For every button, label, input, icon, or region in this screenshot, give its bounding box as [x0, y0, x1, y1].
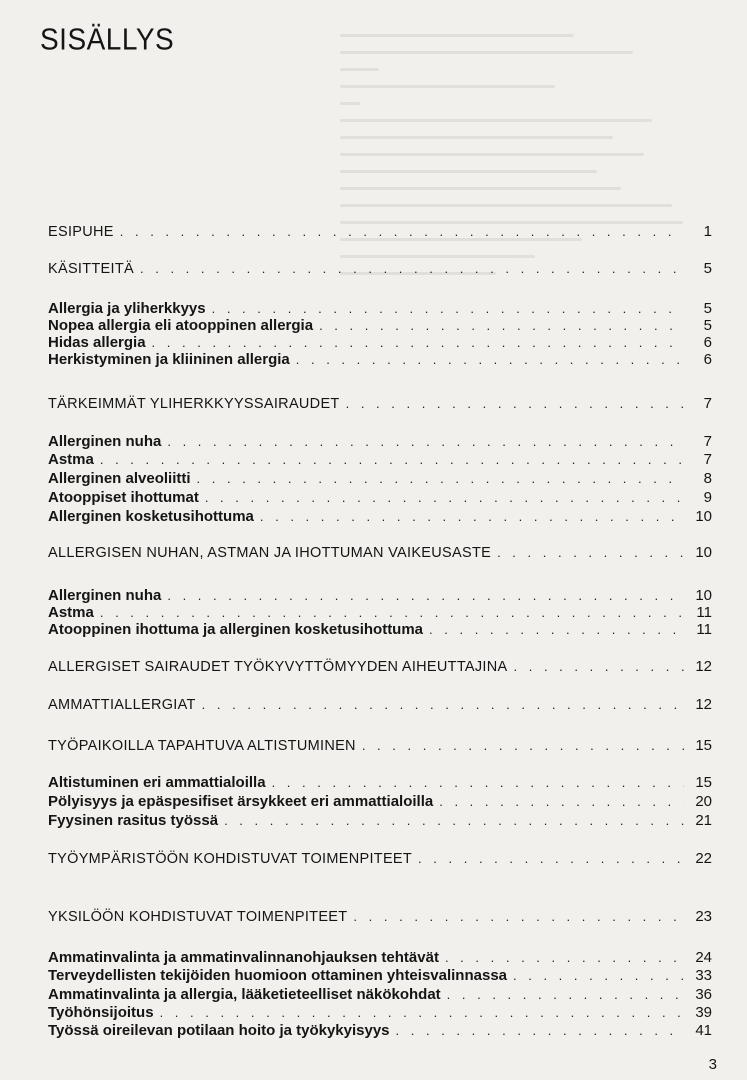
- toc-entry-label: TÄRKEIMMÄT YLIHERKKYYSSAIRAUDET: [48, 396, 340, 412]
- toc-entry-page: 7: [703, 433, 712, 450]
- leader-dots: [362, 738, 684, 753]
- toc-entry-label: Ammatinvalinta ja allergia, lääketieteelliset näkökohdat: [48, 986, 441, 1003]
- toc-entry-page: 5: [703, 317, 712, 334]
- toc-entry-label: TYÖYMPÄRISTÖÖN KOHDISTUVAT TOIMENPITEET: [48, 851, 413, 867]
- page-title: SISÄLLYS: [40, 22, 175, 57]
- toc-entry-page: 33: [695, 967, 712, 984]
- toc-entry-page: 10: [695, 508, 712, 525]
- toc-entry: [48, 621, 712, 638]
- toc-entry: [48, 658, 712, 675]
- toc-entry: [48, 334, 712, 351]
- toc-entry-label: Nopea allergia eli atooppinen allergia: [48, 317, 314, 334]
- toc-entry: [48, 774, 712, 791]
- toc-entry: [48, 850, 712, 867]
- toc-entry-label: ALLERGISEN NUHAN, ASTMAN JA IHOTTUMAN VAIKEUSASTE: [48, 545, 492, 561]
- leader-dots: [319, 318, 684, 333]
- toc-entry-page: 36: [695, 986, 712, 1003]
- toc-entry-page: 15: [695, 737, 712, 754]
- toc-entry: [48, 696, 712, 713]
- toc-entry: [48, 793, 712, 810]
- toc-entry-label: Pölyisyys ja epäspesifiset ärsykkeet eri ammattialoilla: [48, 793, 434, 810]
- toc-entry: [48, 260, 712, 277]
- leader-dots: [100, 452, 684, 467]
- leader-dots: [445, 950, 684, 965]
- leader-dots: [140, 261, 684, 276]
- leader-dots: [514, 659, 684, 674]
- toc-entry-label: TYÖPAIKOILLA TAPAHTUVA ALTISTUMINEN: [48, 738, 356, 754]
- toc-entry-label: ALLERGISET SAIRAUDET TYÖKYVYTTÖMYYDEN AIHEUTTAJINA: [48, 659, 508, 675]
- leader-dots: [272, 775, 684, 790]
- toc-entry-page: 8: [703, 470, 712, 487]
- toc-entry-page: 39: [695, 1004, 712, 1021]
- toc-entry-label: Terveydellisten tekijöiden huomioon ottaminen yhteisvalinnassa: [48, 967, 508, 984]
- toc-entry-label: ESIPUHE: [48, 224, 114, 240]
- toc-entry-page: 10: [695, 587, 712, 604]
- leader-dots: [396, 1023, 684, 1038]
- toc-entry-label: Hidas allergia: [48, 334, 146, 351]
- toc-entry-page: 12: [695, 658, 712, 675]
- toc-entry: [48, 223, 712, 240]
- toc-entry-label: KÄSITTEITÄ: [48, 261, 134, 277]
- toc-entry-page: 10: [695, 544, 712, 561]
- toc-entry-page: 9: [703, 489, 712, 506]
- leader-dots: [353, 909, 684, 924]
- toc-entry-label: Atooppinen ihottuma ja allerginen kosketusihottuma: [48, 621, 424, 638]
- leader-dots: [212, 301, 684, 316]
- toc-entry-page: 15: [695, 774, 712, 791]
- leader-dots: [260, 509, 684, 524]
- toc-entry-page: 21: [695, 812, 712, 829]
- leader-dots: [224, 813, 684, 828]
- leader-dots: [513, 968, 684, 983]
- toc-entry-label: Allerginen nuha: [48, 587, 162, 604]
- toc-entry: [48, 544, 712, 561]
- toc-entry-label: Atooppiset ihottumat: [48, 489, 199, 506]
- toc-entry-page: 12: [695, 696, 712, 713]
- toc-entry-label: Työhönsijoitus: [48, 1004, 154, 1021]
- toc-entry: [48, 433, 712, 450]
- page-number: 3: [708, 1056, 717, 1073]
- toc-entry-label: AMMATTIALLERGIAT: [48, 697, 196, 713]
- toc-entry: [48, 604, 712, 621]
- leader-dots: [202, 697, 684, 712]
- leader-dots: [418, 851, 684, 866]
- leader-dots: [152, 335, 684, 350]
- leader-dots: [160, 1005, 684, 1020]
- toc-entry: [48, 812, 712, 829]
- toc-entry-page: 7: [703, 451, 712, 468]
- toc-entry-page: 5: [703, 260, 712, 277]
- toc-entry: [48, 949, 712, 966]
- toc-entry: [48, 508, 712, 525]
- toc-entry: [48, 587, 712, 604]
- leader-dots: [429, 622, 684, 637]
- toc-entry-page: 22: [695, 850, 712, 867]
- toc-entry-page: 5: [703, 300, 712, 317]
- toc-entry-label: Allerginen alveoliitti: [48, 470, 191, 487]
- toc-entry: [48, 489, 712, 506]
- toc-entry: [48, 908, 712, 925]
- toc-entry-label: Ammatinvalinta ja ammatinvalinnanohjauksen tehtävät: [48, 949, 439, 966]
- toc-entry-label: Allergia ja yliherkkyys: [48, 300, 206, 317]
- toc-entry-page: 6: [703, 351, 712, 368]
- toc-entry-page: 11: [696, 604, 712, 621]
- leader-dots: [346, 396, 684, 411]
- leader-dots: [205, 490, 684, 505]
- toc-entry: [48, 1022, 712, 1039]
- toc-entry-label: Altistuminen eri ammattialoilla: [48, 774, 266, 791]
- toc-entry-label: Astma: [48, 451, 94, 468]
- toc-entry-page: 11: [696, 621, 712, 638]
- toc-entry: [48, 470, 712, 487]
- toc-entry-label: Työssä oireilevan potilaan hoito ja työkykyisyys: [48, 1022, 390, 1039]
- toc-entry-page: 23: [695, 908, 712, 925]
- toc-entry: [48, 451, 712, 468]
- leader-dots: [447, 987, 684, 1002]
- leader-dots: [167, 588, 684, 603]
- toc-entry: [48, 737, 712, 754]
- toc-entry: [48, 300, 712, 317]
- toc-entry-page: 20: [695, 793, 712, 810]
- toc-entry-label: Herkistyminen ja kliininen allergia: [48, 351, 290, 368]
- toc-entry-label: Allerginen nuha: [48, 433, 162, 450]
- leader-dots: [439, 794, 684, 809]
- toc-entry-label: Allerginen kosketusihottuma: [48, 508, 254, 525]
- toc-entry-page: 24: [695, 949, 712, 966]
- toc-entry-page: 6: [703, 334, 712, 351]
- toc-entry-page: 41: [695, 1022, 712, 1039]
- leader-dots: [497, 545, 684, 560]
- toc-entry-page: 1: [703, 223, 712, 240]
- toc-entry-label: Fyysinen rasitus työssä: [48, 812, 219, 829]
- toc-entry-label: YKSILÖÖN KOHDISTUVAT TOIMENPITEET: [48, 909, 348, 925]
- toc-entry-label: Astma: [48, 604, 94, 621]
- leader-dots: [100, 605, 684, 620]
- toc-entry: [48, 351, 712, 368]
- toc-entry: [48, 986, 712, 1003]
- toc-entry: [48, 317, 712, 334]
- leader-dots: [167, 434, 684, 449]
- toc-entry: [48, 395, 712, 412]
- toc-entry-page: 7: [703, 395, 712, 412]
- toc-entry: [48, 1004, 712, 1021]
- leader-dots: [120, 224, 684, 239]
- leader-dots: [197, 471, 684, 486]
- toc-entry: [48, 967, 712, 984]
- leader-dots: [296, 352, 684, 367]
